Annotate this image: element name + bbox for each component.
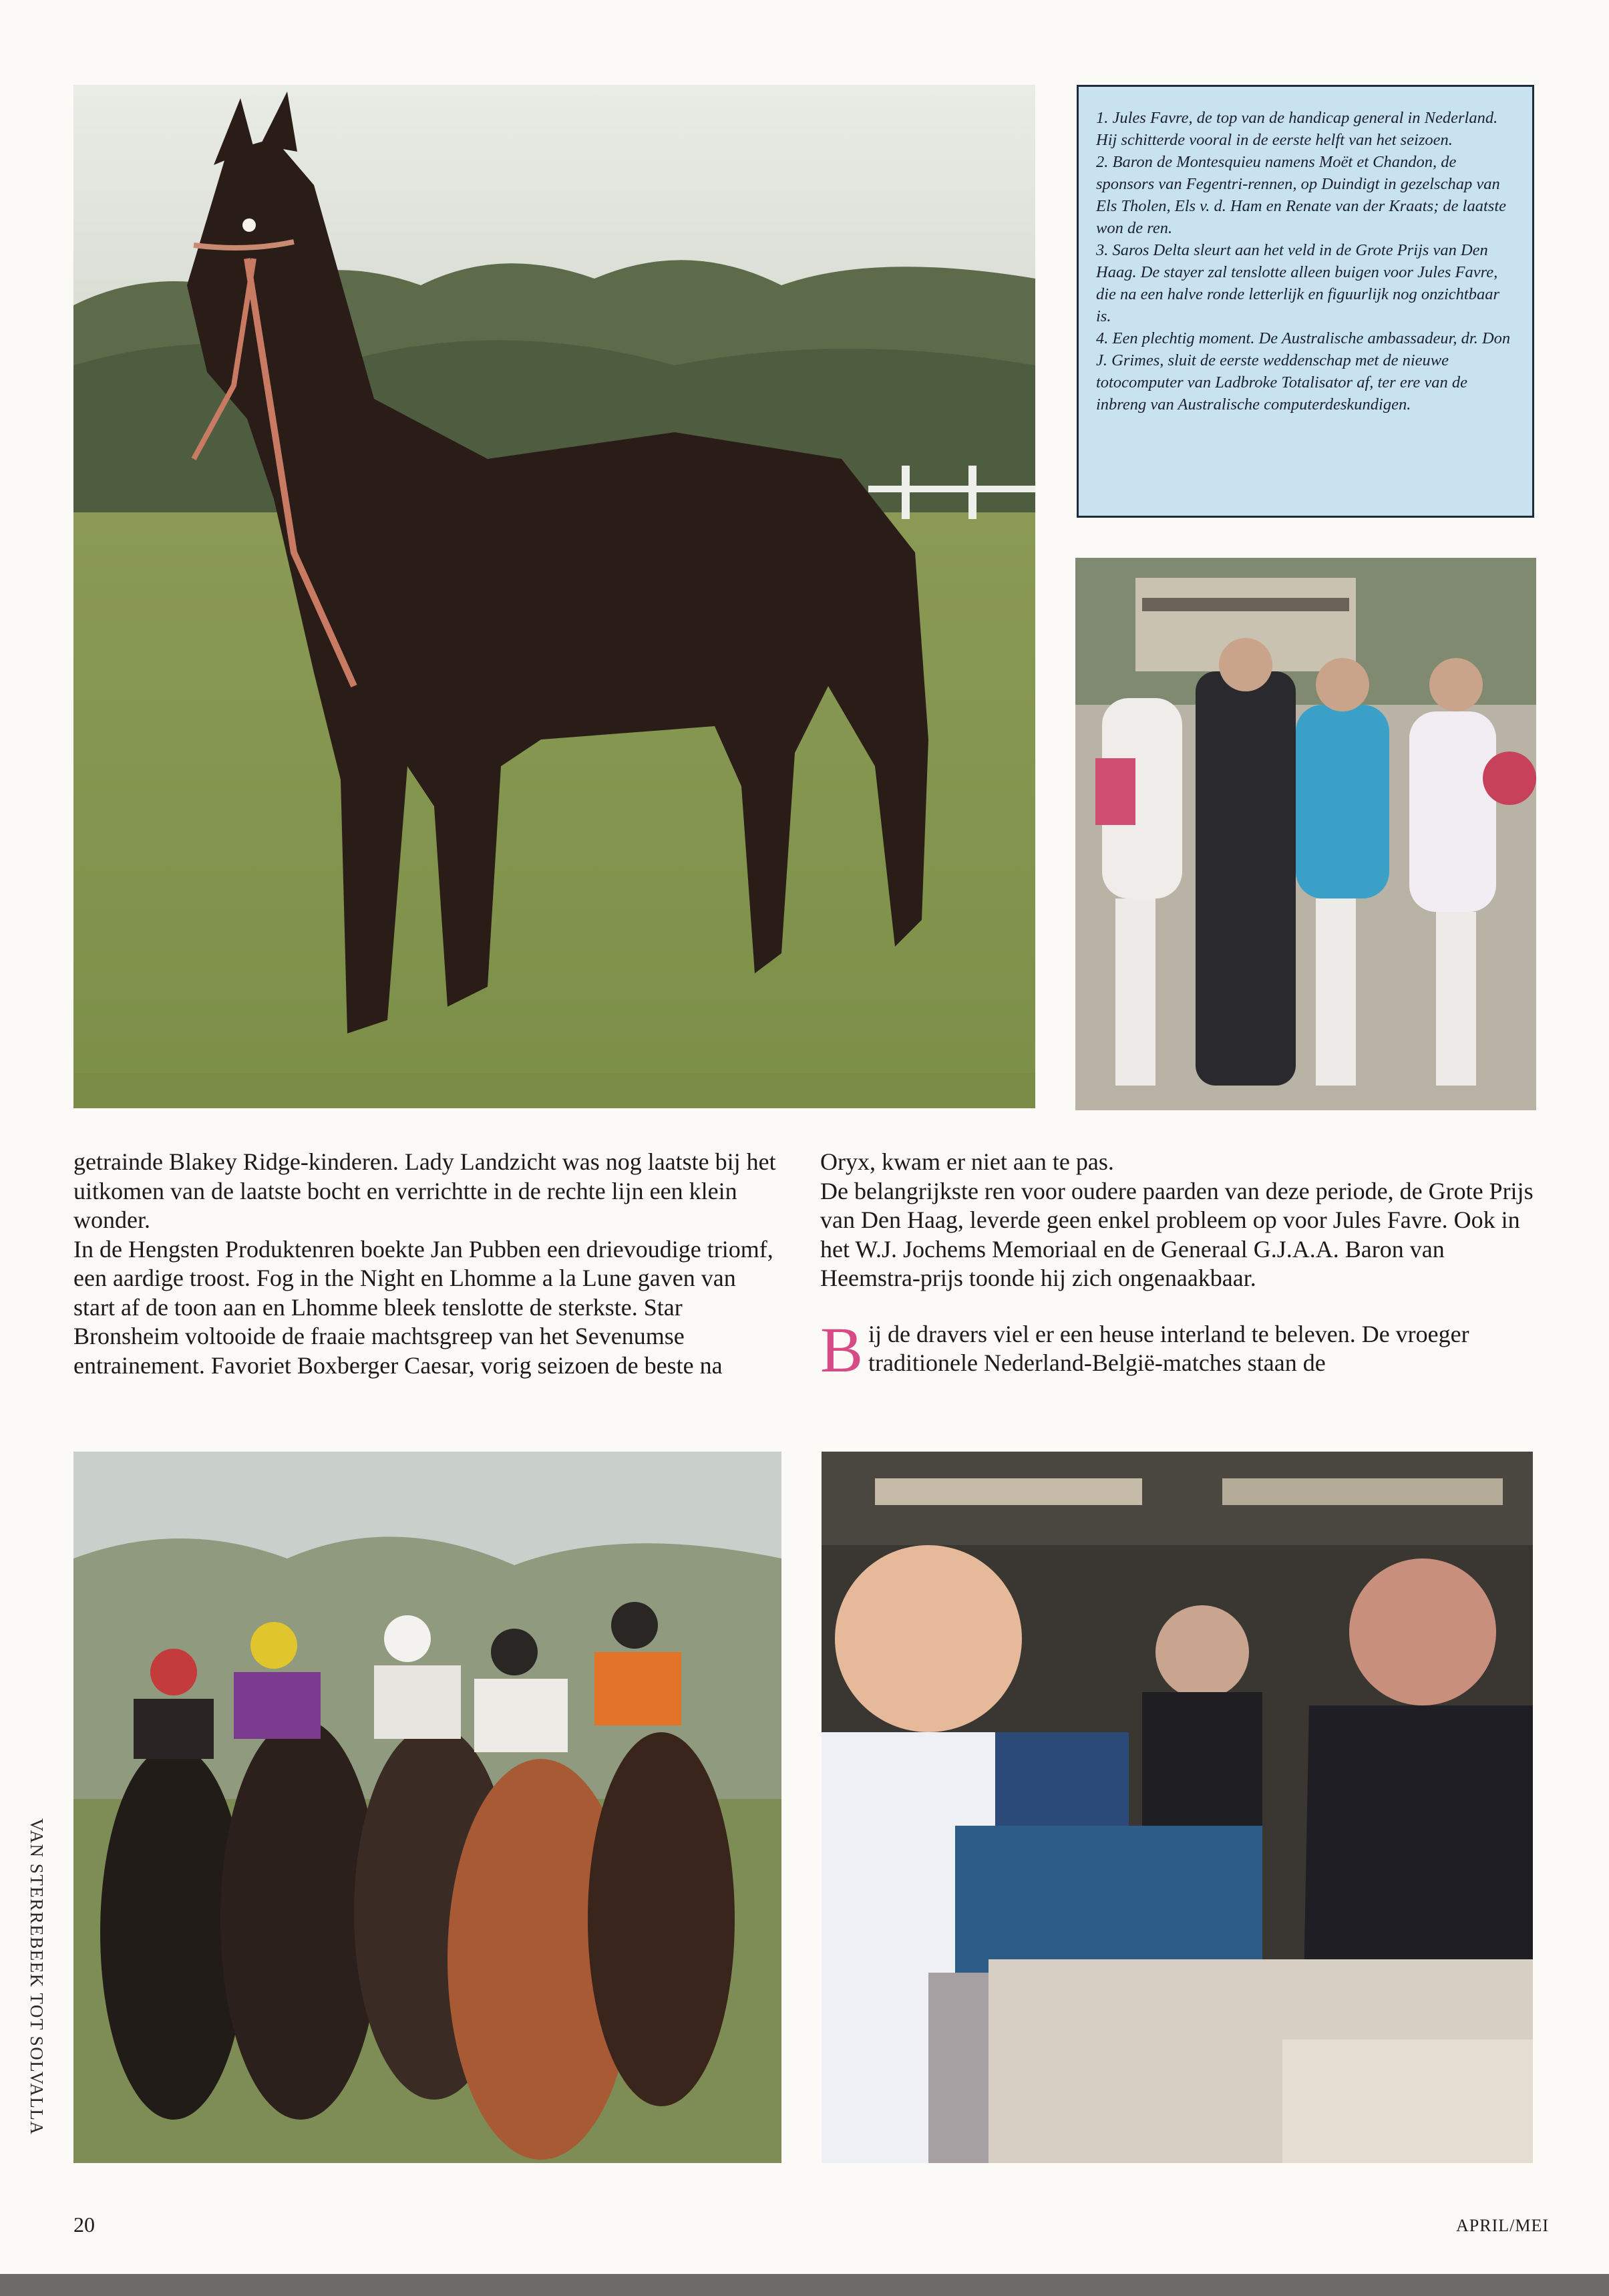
drop-cap: B — [820, 1313, 864, 1385]
race-photo — [73, 1452, 781, 2163]
caption-1: 1. Jules Favre, de top van de handicap general in Nederland. Hij schitterde vooral in de eerste helft van het seizoen. — [1096, 109, 1498, 149]
dropcap-paragraph-text: ij de dravers viel er een heuse interland te beleven. De vroeger traditionele Nederland-België-matches staan de — [868, 1320, 1469, 1376]
article-paragraph: Oryx, kwam er niet aan te pas. — [820, 1148, 1114, 1175]
article-paragraph: getrainde Blakey Ridge-kinderen. Lady Landzicht was nog laatste bij het uitkomen van de laatste bocht en verrichtte in de rechte lijn een klein wonder. — [73, 1148, 776, 1233]
article-paragraph: De belangrijkste ren voor oudere paarden van deze periode, de Grote Prijs van Den Haag, leverde geen enkel probleem op voor Jules Favre. Ook in het W.J. Jochems Memoriaal en de Generaal G.J.A.A. Baron van Heemstra-prijs toonde hij zich ongenaakbaar. — [820, 1177, 1534, 1291]
running-title-text: VAN STERREBEEK TOT SOLVALLA — [27, 1818, 47, 2136]
horse-photo — [73, 85, 1035, 1108]
caption-2: 2. Baron de Montesquieu namens Moët et Chandon, de sponsors van Fegentri-rennen, op Duindigt in gezelschap van Els Tholen, Els v. d. Ham en Renate van der Kraats; de laatste won de ren. — [1096, 153, 1506, 237]
scan-edge — [0, 2274, 1609, 2296]
caption-4: 4. Een plechtig moment. De Australische ambassadeur, dr. Don J. Grimes, sluit de eerste weddenschap met de nieuwe totocomputer van Ladbroke Totalisator af, ter ere van de inbreng van Australische computerdeskundigen. — [1096, 329, 1511, 414]
article-column-right — [820, 1148, 1542, 1385]
caption-3: 3. Saros Delta sleurt aan het veld in de Grote Prijs van Den Haag. De stayer zal tenslotte alleen buigen voor Jules Favre, die na een halve ronde letterlijk en figuurlijk nog onzichtbaar is. — [1096, 241, 1499, 325]
article-column-left — [73, 1148, 781, 1380]
winners-photo — [1075, 558, 1536, 1110]
article-paragraph: In de Hengsten Produktenren boekte Jan Pubben een drievoudige triomf, een aardige troost. Fog in the Night en Lhomme a la Lune gaven van start af de toon aan en Lhomme bleek tenslotte de sterkste. Star Bronsheim voltooide de fraaie machtsgreep van het Sevenumse entrainement. Favoriet Boxberger Caesar, vorig seizoen de beste na — [73, 1235, 773, 1379]
photo-captions — [1077, 85, 1534, 518]
page-number: 20 — [73, 2212, 95, 2237]
issue-label: APRIL/MEI — [1456, 2216, 1549, 2235]
article-paragraph-dropcap — [820, 1313, 1542, 1385]
tote-computer-photo — [822, 1452, 1533, 2163]
